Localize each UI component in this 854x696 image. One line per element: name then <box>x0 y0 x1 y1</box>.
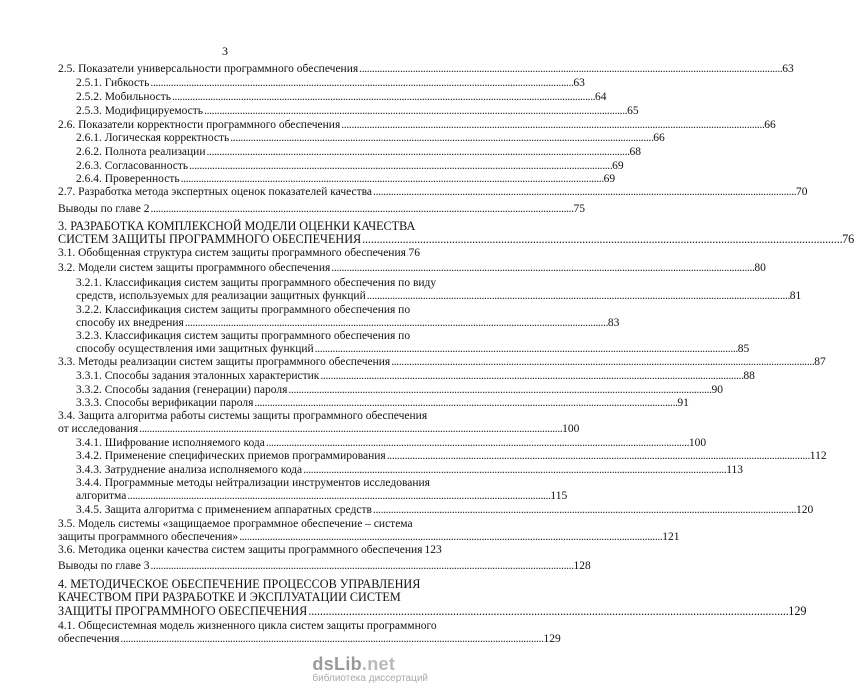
toc-entry-title: КАЧЕСТВОМ ПРИ РАЗРАБОТКЕ И ЭКСПЛУАТАЦИИ СИСТЕМ <box>58 590 401 605</box>
dot-leader <box>303 464 725 477</box>
toc-entry-title: 3.5. Модель системы «защищаемое программное обеспечение – система <box>58 518 413 530</box>
page-number: 3 <box>222 44 228 58</box>
dot-leader <box>181 173 603 186</box>
toc-entry <box>76 91 607 104</box>
toc-entry-title: 2.5. Показатели универсальности программного обеспечения <box>58 63 359 75</box>
toc-entry-last-line <box>58 544 442 557</box>
dot-leader <box>120 633 542 646</box>
toc-entry-page: 100 <box>688 437 707 449</box>
toc-entry <box>76 464 744 477</box>
toc-entry-last-line <box>58 560 591 573</box>
toc-entry-title: 2.6. Показатели корректности программного обеспечения <box>58 119 341 131</box>
dot-leader <box>150 203 572 216</box>
toc-entry-page: 64 <box>595 91 607 103</box>
watermark-subtitle: библиотека диссертаций <box>312 673 428 684</box>
dot-leader <box>150 560 572 573</box>
toc-entry <box>58 247 420 260</box>
toc-entry-title: 3.4. Защита алгоритма работы системы защиты программного обеспечения <box>58 410 428 422</box>
toc-entry-title: ЗАЩИТЫ ПРОГРАММНОГО ОБЕСПЕЧЕНИЯ <box>58 603 308 618</box>
toc-entry-page: 63 <box>782 63 794 75</box>
toc-entry-last-line <box>58 186 808 199</box>
dot-leader <box>172 91 594 104</box>
toc-entry-title: 2.6.2. Полнота реализации <box>76 146 206 158</box>
toc-entry-line <box>76 304 420 317</box>
watermark-brand-accent: .net <box>361 654 396 674</box>
toc-entry-page: 85 <box>737 343 750 356</box>
toc-entry-title: 3.3.1. Способы задания эталонных характеристик <box>76 370 320 382</box>
toc-entry <box>58 577 807 618</box>
toc-entry-last-line <box>76 77 585 90</box>
dot-leader <box>359 63 781 76</box>
toc-entry-title: 2.6.3. Согласованность <box>76 160 189 172</box>
toc-entry-last-line <box>58 423 580 436</box>
toc-entry-last-line <box>76 160 624 173</box>
toc-entry <box>76 105 639 118</box>
toc-entry-line <box>58 620 437 633</box>
toc-entry-last-line <box>58 203 585 216</box>
toc-entry-page: 76 <box>408 247 420 259</box>
toc-entry-title: 2.5.2. Мобильность <box>76 91 171 103</box>
toc-entry-last-line <box>76 384 723 397</box>
toc-entry-title: 4.1. Общесистемная модель жизненного цикла систем защиты программного <box>58 620 437 632</box>
toc-entry-page: 129 <box>788 603 807 618</box>
dot-leader <box>150 77 572 90</box>
toc-entry-page: 75 <box>573 203 585 215</box>
toc-entry <box>76 477 568 504</box>
dot-leader <box>331 262 753 275</box>
toc-entry-page: 81 <box>789 290 802 303</box>
toc-entry-last-line <box>58 603 807 618</box>
toc-entry <box>76 277 802 304</box>
toc-entry-last-line <box>58 633 561 646</box>
toc-entry-page: 90 <box>711 384 723 396</box>
toc-entry-title: 3.2.2. Классификация систем защиты программного обеспечения по <box>76 304 411 316</box>
toc-entry <box>58 410 580 437</box>
toc-entry-page: 80 <box>754 262 766 274</box>
toc-entry <box>58 544 442 557</box>
dot-leader <box>185 317 607 330</box>
toc-entry-last-line <box>76 343 750 356</box>
watermark-logo <box>312 654 428 684</box>
toc-entry <box>58 356 826 369</box>
toc-entry-page: 66 <box>764 119 776 131</box>
toc-entry-line <box>58 578 420 591</box>
toc-entry-last-line <box>76 317 620 330</box>
toc-entry-page: 129 <box>543 633 561 646</box>
dot-leader <box>139 423 561 436</box>
toc-entry-title: 3.2. Модели систем защиты программного обеспечения <box>58 262 331 274</box>
toc-entry-line <box>58 591 420 604</box>
dot-leader <box>320 370 742 383</box>
toc-entry-page: 115 <box>550 490 568 503</box>
watermark-brand <box>312 654 428 675</box>
dot-leader <box>341 119 763 132</box>
toc-entry-title: 3.4.1. Шифрование исполняемого кода <box>76 437 265 449</box>
toc-entry-page: 123 <box>424 544 442 556</box>
toc-entry <box>76 397 689 410</box>
toc-entry-last-line <box>76 437 707 450</box>
toc-entry-page: 69 <box>603 173 616 185</box>
watermark-brand-main: dsLib <box>312 654 362 674</box>
dot-leader <box>373 186 795 199</box>
toc-entry <box>76 504 814 517</box>
toc-entry-title: 3.4.3. Затруднение анализа исполняемого кода <box>76 464 303 476</box>
toc-entry-page: 69 <box>612 160 624 172</box>
toc-entry <box>76 304 620 331</box>
dot-leader <box>308 605 787 618</box>
toc-entry-last-line <box>76 146 642 159</box>
toc-entry-title: защиты программного обеспечения» <box>58 531 239 544</box>
dot-leader <box>204 105 626 118</box>
toc-entry <box>76 173 616 186</box>
dot-leader <box>387 450 809 463</box>
toc-entry-page: 121 <box>662 531 680 544</box>
toc-entry <box>76 437 707 450</box>
toc-entry <box>76 160 624 173</box>
toc-entry-title: 3.4.2. Применение специфических приемов программирования <box>76 450 386 462</box>
toc-entry-title: 3.3.3. Способы верификации пароля <box>76 397 254 409</box>
toc-entry-page: 87 <box>814 356 826 368</box>
toc-entry-last-line <box>76 504 814 517</box>
dot-leader <box>239 531 661 544</box>
toc-entry-page: 120 <box>795 504 814 516</box>
toc-entry-page: 83 <box>607 317 620 330</box>
toc-entry-last-line <box>58 63 794 76</box>
toc-entry-title: алгоритма <box>76 490 127 503</box>
toc-entry-last-line <box>76 370 755 383</box>
toc-entry-last-line <box>76 105 639 118</box>
toc-entry-page: 76 <box>842 232 854 247</box>
toc-entry <box>58 203 585 216</box>
toc-entry <box>58 262 766 275</box>
toc-entry-title: способу их внедрения <box>76 317 184 330</box>
toc-entry-line <box>58 518 420 531</box>
dot-leader <box>266 437 688 450</box>
toc-entry <box>58 186 808 199</box>
toc-entry-page: 66 <box>653 132 665 144</box>
toc-entry <box>76 146 642 159</box>
toc-entry-page: 100 <box>562 423 580 436</box>
toc-entry-title: 3.3. Методы реализации систем защиты программного обеспечения <box>58 356 391 368</box>
toc-entry-title: 2.6.4. Проверенность <box>76 173 180 185</box>
toc-entry-page: 112 <box>809 450 827 462</box>
toc-entry-page: 91 <box>677 397 689 409</box>
toc-entry-page: 70 <box>796 186 808 198</box>
toc-entry-title: 2.5.3. Модифицируемость <box>76 105 204 117</box>
toc-entry-last-line <box>76 490 568 503</box>
toc-entry-title: 2.7. Разработка метода экспертных оценок показателей качества <box>58 186 373 198</box>
toc-entry-last-line <box>76 450 827 463</box>
toc-entry-line <box>58 220 420 233</box>
toc-entry-title: 3.2.3. Классификация систем защиты программного обеспечения по <box>76 330 411 342</box>
toc-entry-last-line <box>76 173 616 186</box>
toc-entry-line <box>76 477 430 490</box>
toc-entry-title: 3.4.5. Защита алгоритма с применением аппаратных средств <box>76 504 372 516</box>
toc-entry-title: Выводы по главе 2 <box>58 203 150 215</box>
toc-entry-title: 3.4.4. Программные методы нейтрализации инструментов исследования <box>76 477 430 489</box>
dot-leader <box>367 290 789 303</box>
toc-entry <box>76 132 665 145</box>
toc-entry <box>76 384 723 397</box>
dot-leader <box>373 504 795 517</box>
toc-entry-page: 65 <box>627 105 639 117</box>
toc-entry-title: 3.2.1. Классификация систем защиты программного обеспечения по виду <box>76 277 437 289</box>
toc-entry-last-line <box>76 397 689 410</box>
toc-entry <box>58 620 561 647</box>
toc-entry <box>76 370 755 383</box>
toc-entry-title: от исследования <box>58 423 139 436</box>
toc-entry-title: 3.6. Методика оценки качества систем защиты программного обеспечения <box>58 544 423 556</box>
toc-entry <box>58 518 680 545</box>
toc-entry-page: 68 <box>629 146 642 158</box>
dot-leader <box>288 384 710 397</box>
toc-entry-last-line <box>58 247 420 260</box>
toc-entry-title: 2.5.1. Гибкость <box>76 77 150 89</box>
toc-entry-title: средств, используемых для реализации защитных функций <box>76 290 366 303</box>
toc-entry <box>58 119 776 132</box>
toc-entry-title: 3.1. Обобщенная структура систем защиты программного обеспечения <box>58 247 406 259</box>
toc-entry-last-line <box>58 531 680 544</box>
dot-leader <box>207 146 629 159</box>
toc-entry-last-line <box>58 232 854 247</box>
toc-entry <box>76 450 827 463</box>
toc-entry-page: 63 <box>573 77 585 89</box>
toc-entry-title: Выводы по главе 3 <box>58 560 150 572</box>
toc-entry-last-line <box>76 132 665 145</box>
toc-entry <box>58 219 854 247</box>
toc-entry-title: обеспечения <box>58 633 120 646</box>
toc-entry-last-line <box>76 464 744 477</box>
toc-entry-title: способу осуществления ими защитных функций <box>76 343 314 356</box>
toc-entry-title: 4. МЕТОДИЧЕСКОЕ ОБЕСПЕЧЕНИЕ ПРОЦЕССОВ УПРАВЛЕНИЯ <box>58 577 421 591</box>
dot-leader <box>189 160 611 173</box>
dot-leader <box>315 343 737 356</box>
dot-leader <box>362 233 841 246</box>
dot-leader <box>407 247 408 260</box>
toc-entry-page: 113 <box>726 464 744 476</box>
toc-entry-last-line <box>58 356 826 369</box>
toc-entry-title: 3. РАЗРАБОТКА КОМПЛЕКСНОЙ МОДЕЛИ ОЦЕНКИ КАЧЕСТВА <box>58 219 416 233</box>
toc-entry <box>76 330 750 357</box>
toc-entry-page: 128 <box>573 560 591 572</box>
toc-entry-line <box>76 277 437 290</box>
toc-entry-line <box>58 410 428 423</box>
toc-entry-title: 3.3.2. Способы задания (генерации) пароля <box>76 384 288 396</box>
dot-leader <box>127 490 549 503</box>
toc-entry-title: СИСТЕМ ЗАЩИТЫ ПРОГРАММНОГО ОБЕСПЕЧЕНИЯ <box>58 232 362 247</box>
toc-entry-last-line <box>58 262 766 275</box>
toc-entry-last-line <box>58 119 776 132</box>
toc-entry <box>76 77 585 90</box>
toc-entry-title: 2.6.1. Логическая корректность <box>76 132 230 144</box>
toc-entry <box>58 560 591 573</box>
toc-entry <box>58 63 794 76</box>
toc-entry-line <box>76 330 420 343</box>
dot-leader <box>254 397 676 410</box>
toc-entry-last-line <box>76 91 607 104</box>
toc-entry-last-line <box>76 290 802 303</box>
toc-entry-page: 88 <box>743 370 755 382</box>
dot-leader <box>230 132 652 145</box>
dot-leader <box>391 356 813 369</box>
